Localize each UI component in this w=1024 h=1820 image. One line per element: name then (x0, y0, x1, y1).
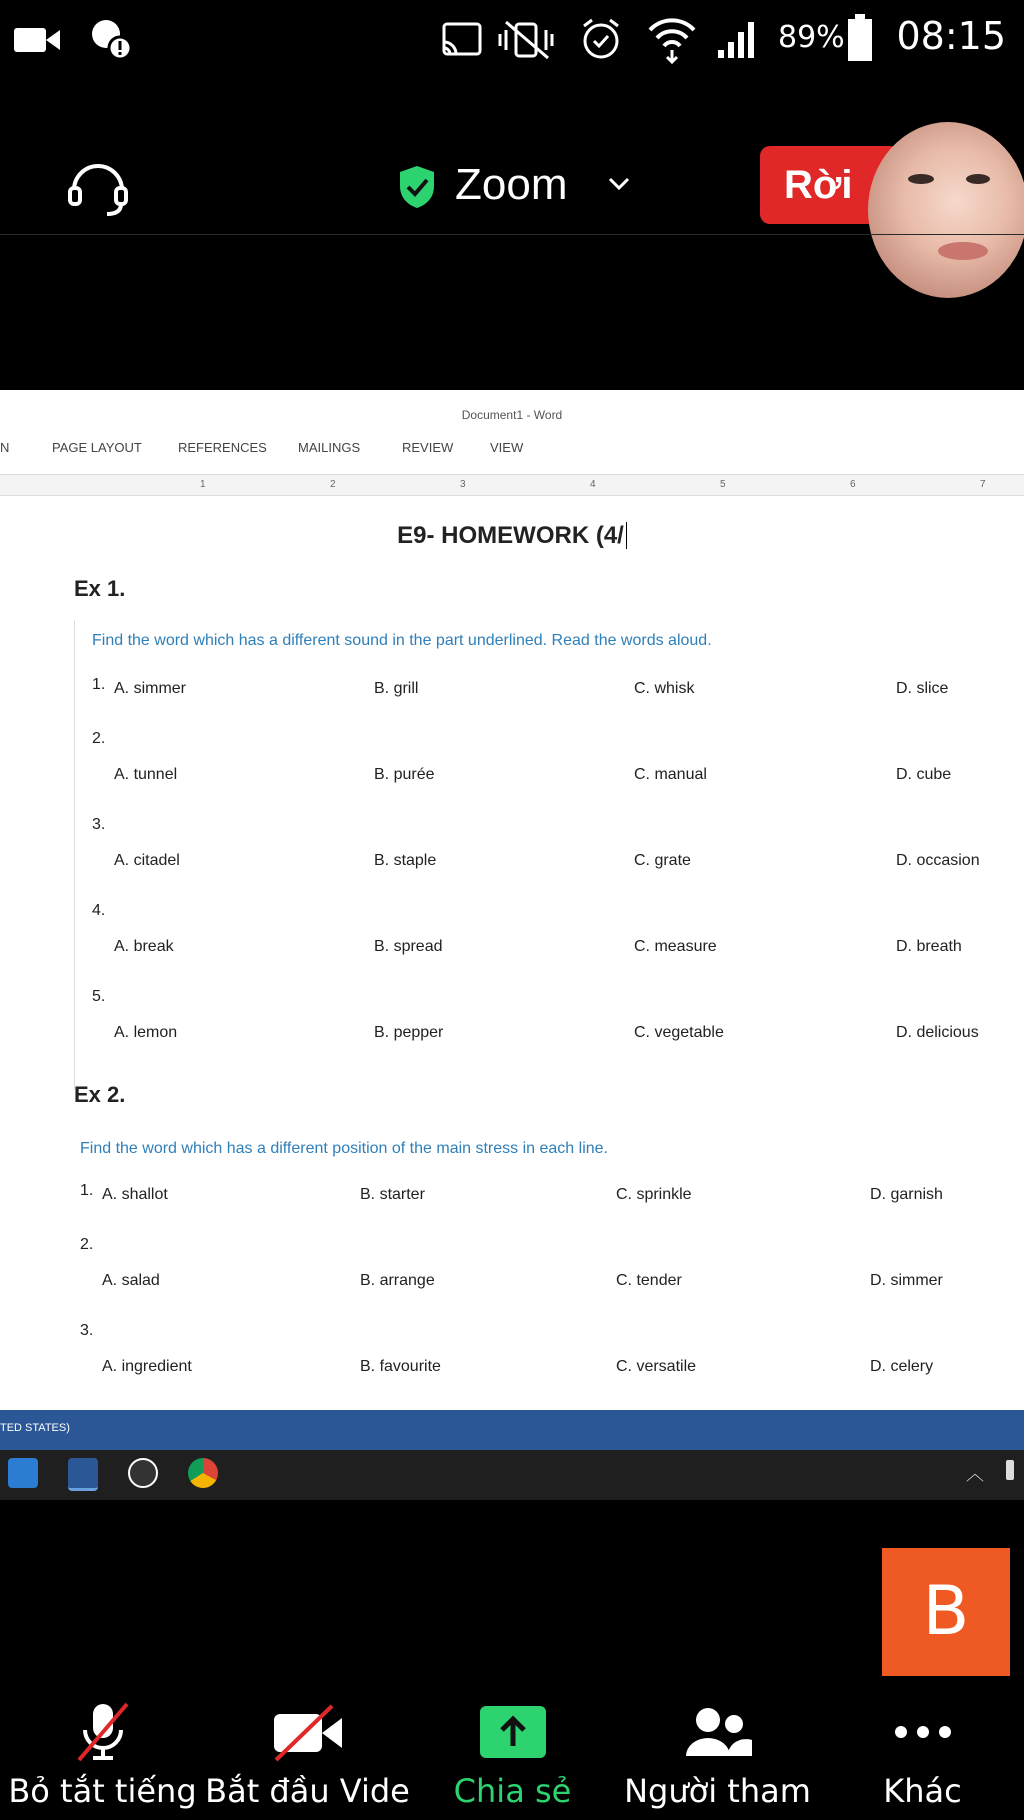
margin-line (74, 620, 75, 1090)
option: C. versatile (616, 1358, 697, 1375)
option: C. measure (634, 938, 717, 955)
word-app-icon[interactable] (68, 1458, 98, 1491)
ribbon-tab-mailings[interactable]: MAILINGS (298, 440, 361, 455)
meeting-title[interactable]: Zoom (455, 160, 568, 209)
clock: 08:15 (896, 14, 1006, 58)
word-window-title: Document1 - Word (461, 408, 563, 422)
video-camera-icon (14, 22, 62, 58)
option: B. staple (374, 852, 437, 869)
participants-label: Người tham (624, 1772, 811, 1810)
option: C. vegetable (634, 1024, 724, 1041)
question-number: 1. (80, 1182, 94, 1199)
share-icon (478, 1704, 548, 1760)
question-number: 3. (80, 1322, 94, 1339)
option: C. sprinkle (616, 1186, 692, 1203)
option: D. simmer (870, 1272, 943, 1289)
share-button[interactable] (410, 1700, 615, 1810)
header-divider (0, 234, 1024, 235)
option: D. delicious (896, 1024, 979, 1041)
document-heading: E9- HOMEWORK (4/ (0, 522, 1024, 550)
ruler-tick: 1 (200, 479, 206, 490)
share-label: Chia sẻ (453, 1772, 572, 1810)
option: B. favourite (360, 1358, 441, 1375)
ribbon-tab-page-layout[interactable]: PAGE LAYOUT (52, 440, 142, 455)
question-number: 1. (92, 676, 106, 693)
option: D. breath (896, 938, 962, 955)
option: C. whisk (634, 680, 695, 697)
shield-check-icon (396, 164, 438, 210)
ribbon-tab-review[interactable]: REVIEW (402, 440, 454, 455)
option: A. ingredient (102, 1358, 192, 1375)
question-number: 2. (92, 730, 106, 747)
option: B. arrange (360, 1272, 435, 1289)
ruler-tick: 4 (590, 479, 596, 490)
chevron-down-icon[interactable] (608, 176, 630, 192)
option: B. pepper (374, 1024, 444, 1041)
option: A. simmer (114, 680, 186, 697)
alarm-icon (578, 16, 624, 62)
option: A. lemon (114, 1024, 178, 1041)
option: D. garnish (870, 1186, 943, 1203)
ruler-tick: 7 (980, 479, 986, 490)
leave-button[interactable]: Rời (760, 146, 900, 224)
option: A. break (114, 938, 174, 955)
option: C. tender (616, 1272, 682, 1289)
self-video-thumbnail[interactable] (868, 122, 1024, 298)
shared-screen-document (0, 390, 1024, 1500)
mute-label: Bỏ tắt tiếng (8, 1772, 197, 1810)
option: B. purée (374, 766, 435, 783)
mic-muted-icon (73, 1700, 133, 1764)
option: D. celery (870, 1358, 934, 1375)
exercise-2-instruction: Find the word which has a different position of the main stress in each line. (80, 1140, 608, 1157)
usb-icon (1006, 1460, 1014, 1480)
participant-avatar[interactable]: B (882, 1548, 1010, 1676)
option: D. slice (896, 680, 949, 697)
option: B. spread (374, 938, 443, 955)
ruler-tick: 3 (460, 479, 466, 490)
option: D. cube (896, 766, 952, 783)
headset-icon[interactable] (66, 158, 130, 218)
ribbon-tab-view[interactable]: VIEW (490, 440, 524, 455)
vibrate-muted-icon (498, 18, 554, 62)
mute-button[interactable] (0, 1700, 205, 1810)
question-number: 5. (92, 988, 106, 1005)
question-number: 2. (80, 1236, 94, 1253)
more-button[interactable] (820, 1700, 1024, 1810)
more-icon (891, 1722, 955, 1742)
chevron-up-icon[interactable]: ︿ (966, 1464, 984, 1484)
location-alert-icon (88, 16, 134, 62)
option: A. tunnel (114, 766, 178, 783)
word-ruler (0, 474, 1024, 496)
status-bar (0, 0, 1024, 80)
word-status-bar: TED STATES) (0, 1410, 1024, 1452)
option: D. occasion (896, 852, 980, 869)
exercise-1-instruction: Find the word which has a different sound in the part underlined. Read the words aloud. (92, 632, 712, 649)
cast-icon (440, 20, 484, 60)
exercise-1-title: Ex 1. (74, 576, 126, 601)
option: B. grill (374, 680, 419, 697)
ribbon-tab[interactable]: N (0, 440, 10, 455)
question-number: 4. (92, 902, 106, 919)
option: B. starter (360, 1186, 425, 1203)
ribbon-tab-references[interactable]: REFERENCES (178, 440, 267, 455)
ruler-tick: 2 (330, 479, 336, 490)
signal-icon (716, 18, 762, 60)
option: C. grate (634, 852, 691, 869)
participants-button[interactable] (615, 1700, 820, 1810)
chrome-app-icon[interactable] (188, 1458, 218, 1488)
question-number: 3. (92, 816, 106, 833)
start-video-button[interactable] (205, 1700, 410, 1810)
option: C. manual (634, 766, 707, 783)
battery-percentage: 89% (778, 20, 845, 55)
more-label: Khác (883, 1772, 962, 1810)
wifi-icon (646, 14, 698, 64)
ruler-tick: 5 (720, 479, 726, 490)
start-video-label: Bắt đầu Vide (205, 1772, 410, 1810)
video-off-icon (270, 1700, 346, 1764)
option: A. shallot (102, 1186, 168, 1203)
pin-app-icon[interactable] (128, 1458, 158, 1488)
mail-app-icon[interactable] (8, 1458, 38, 1488)
exercise-2-title: Ex 2. (74, 1082, 126, 1107)
option: A. citadel (114, 852, 180, 869)
participants-icon (682, 1704, 754, 1760)
option: A. salad (102, 1272, 160, 1289)
word-ribbon-tabs (0, 440, 1024, 460)
battery-icon (846, 14, 874, 62)
ruler-tick: 6 (850, 479, 856, 490)
